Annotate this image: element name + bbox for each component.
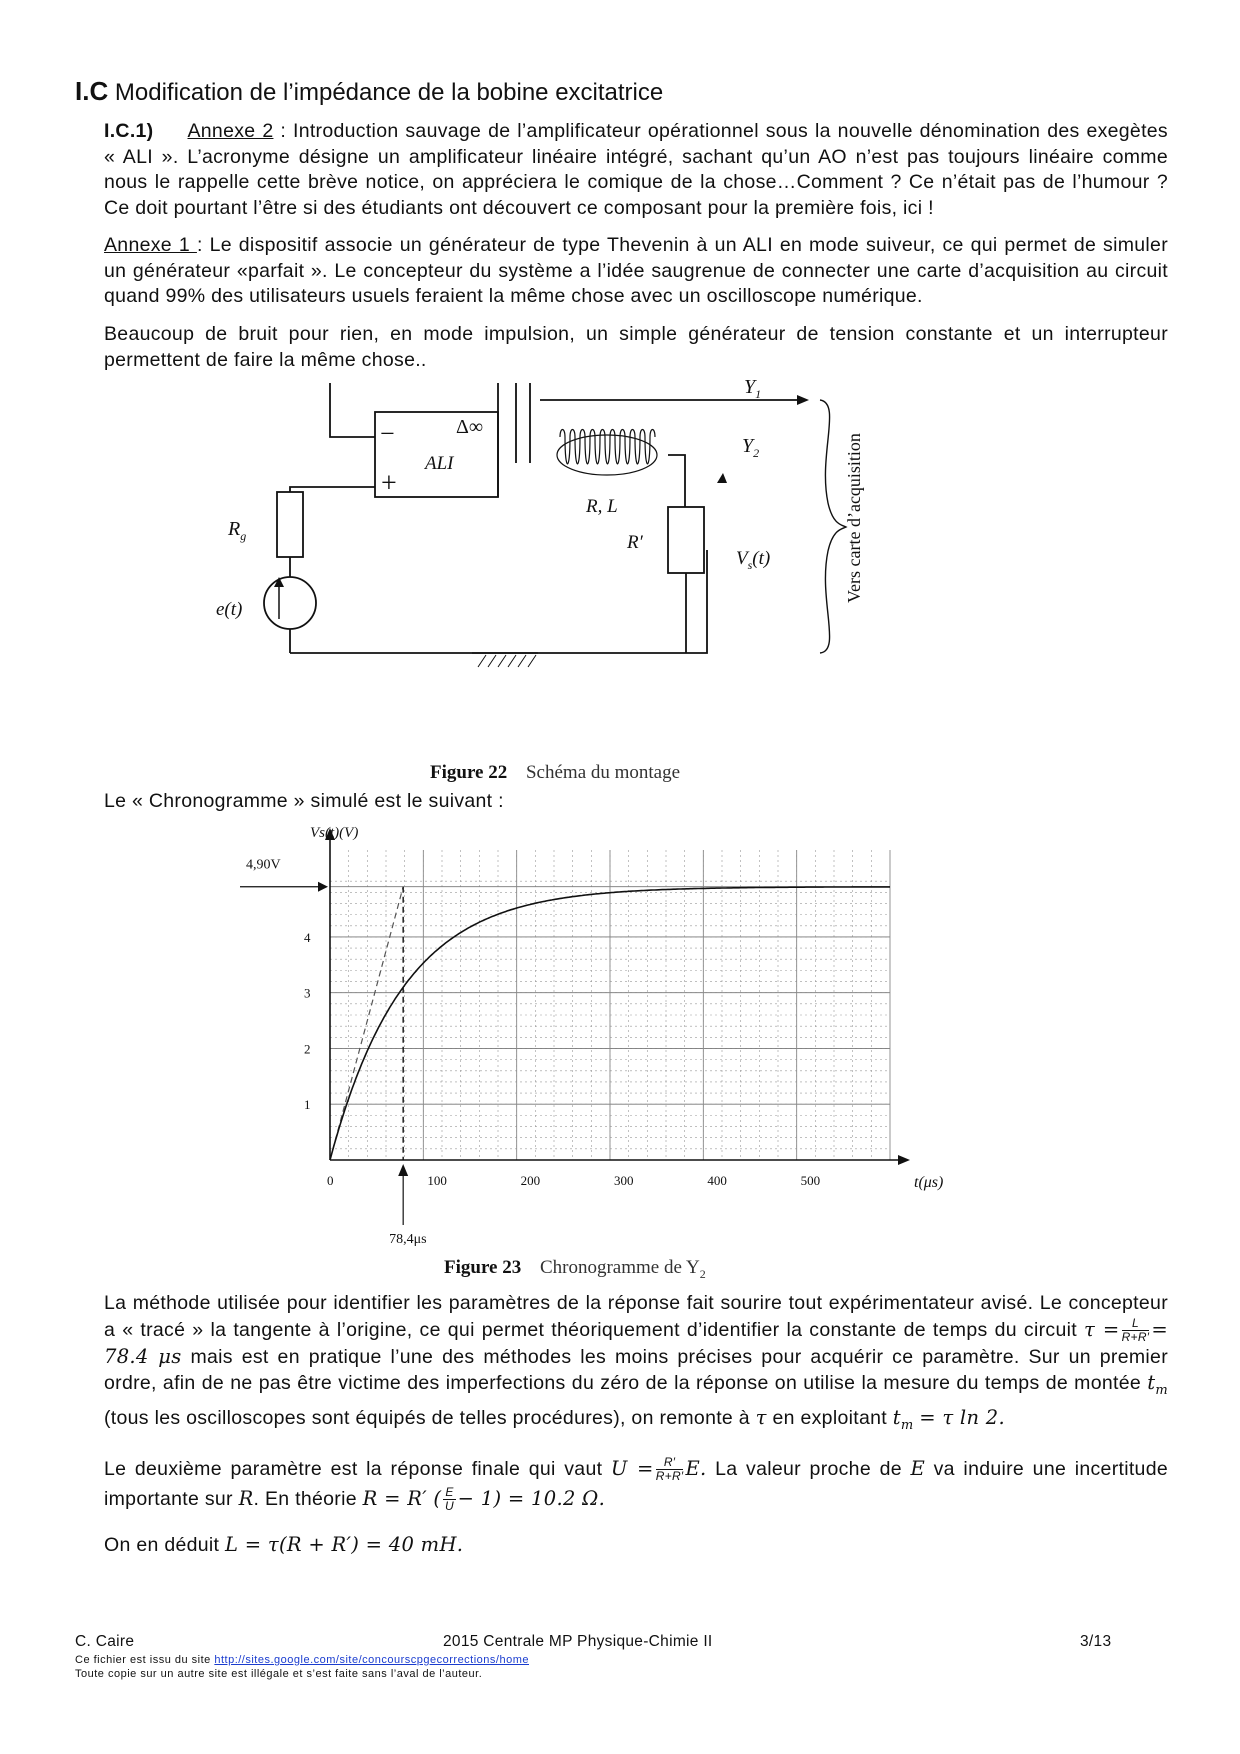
brace — [820, 400, 846, 653]
paragraph-annexe-2 — [104, 119, 1168, 221]
label-plus: + — [381, 468, 397, 499]
voltage-source — [264, 577, 316, 629]
footer-page: 3/13 — [1080, 1633, 1112, 1650]
fraction-e-u: $\frac{E}{U}$ — [445, 1485, 454, 1514]
section-heading: Modification de l’impédance de la bobine excitatrice — [114, 79, 664, 106]
x-tick-label: 200 — [520, 1173, 541, 1188]
tangent-line — [330, 887, 403, 1160]
label-y1: $Y_1$ — [744, 376, 762, 401]
label-rprime: R′ — [627, 532, 643, 553]
footer-legal: Toute copie sur un autre site est illégale et s’est faite sans l’aval de l’auteur. — [75, 1668, 483, 1680]
x-tick-label: 100 — [427, 1173, 447, 1188]
annotation-final-value: 4,90V — [246, 857, 281, 873]
x-axis-label: t(μs) — [914, 1174, 944, 1191]
resistor-rprime — [668, 507, 704, 573]
y-tick-label: 2 — [304, 1041, 311, 1057]
paragraph-text: : Introduction sauvage de l’amplificateur opérationnel sous la nouvelle dénomination des exegètes « ALI ». L’acronyme désigne un amplificateur linéaire intégré, sachant qu’un AO n’est pas toujours linéaire comme nous le rappelle cette brève notice, on appréciera le comique de la chose…Comment ? Ce n’était pas de l’humour ? Ce doit pourtant l’être si des étudiants ont découvert ce composant pour la première fois, ici ! — [104, 120, 1168, 219]
label-delta: Δ∞ — [456, 416, 484, 438]
x-tick-label: 0 — [327, 1173, 334, 1188]
figure-22-title: Schéma du montage — [525, 762, 681, 783]
y-tick-label: 1 — [304, 1097, 311, 1113]
section-number: I.C — [75, 76, 109, 106]
paragraph-annexe-1 — [104, 233, 1168, 310]
fraction-tau: $\frac{L}{R+R'}$ — [1121, 1315, 1150, 1344]
circuit-diagram — [216, 375, 980, 705]
footer-author: C. Caire — [75, 1633, 135, 1650]
section-title — [75, 76, 663, 107]
annexe-1-ref: Annexe 1 — [104, 234, 197, 256]
resistor-rg — [277, 492, 303, 557]
x-tick-label: 400 — [707, 1173, 727, 1188]
label-y2: $Y_2$ — [742, 435, 760, 460]
annexe-2-ref: Annexe 2 — [187, 120, 274, 142]
ground-wire — [290, 550, 707, 653]
x-tick-label: 500 — [800, 1173, 821, 1188]
annotation-arrowhead-tau — [398, 1164, 408, 1176]
label-rl: R, L — [586, 496, 618, 517]
source-link[interactable]: http://sites.google.com/site/concourscpgecorrections/home — [214, 1654, 529, 1666]
annotation-tau: 78,4μs — [389, 1232, 427, 1247]
figure-22-label: Figure 22 — [430, 762, 508, 783]
paragraph-deduction: On en déduit L = τ(R + R′) = 40 mH. — [104, 1533, 464, 1556]
x-axis-arrow — [898, 1155, 910, 1165]
label-vers-carte: Vers carte d’acquisition — [844, 433, 864, 603]
question-label: I.C.1) — [104, 120, 154, 142]
label-vs: $V_s(t)$ — [736, 548, 771, 572]
label-e: e(t) — [216, 599, 243, 620]
x-tick-label: 300 — [614, 1173, 634, 1188]
footer-source: Ce fichier est issu du site http://sites.google.com/site/concourscpgecorrections/home — [75, 1654, 529, 1666]
figure-23-label: Figure 23 — [444, 1257, 522, 1278]
paragraph-bruit: Beaucoup de bruit pour rien, en mode impulsion, un simple générateur de tension constante et un interrupteur permettent de faire la même chose.. — [104, 323, 1168, 371]
paragraph-reponse-finale: Le deuxième paramètre est la réponse finale qui vaut U = $\frac{R'}{R+R'}$ E. La valeur proche de E va induire une incertitude importante sur R. En théorie R = R′ ( $\frac{E}{U}$ − 1) = 10.2 Ω. — [104, 1455, 1168, 1514]
fraction-u: $\frac{R'}{R+R'}$ — [655, 1455, 684, 1484]
figure-23-caption — [444, 1257, 706, 1282]
label-minus: − — [380, 419, 395, 448]
y-axis-label: Vs(t)(V) — [310, 825, 359, 841]
figure-22-caption — [430, 762, 680, 784]
label-rg: $R_g$ — [228, 518, 247, 543]
paragraph-methode: La méthode utilisée pour identifier les paramètres de la réponse fait sourire tout expérimentateur avisé. Le concepteur a « tracé » la tangente à l’origine, ce qui permet théoriquement d’identifier la constante de temps du circuit τ = $\frac{L}{R+R'}$ = 78.4 μs mais est en pratique l’une des méthodes les moins précises pour acquérir ce paramètre. Sur un premier ordre, afin de ne pas être victime des imperfections du zéro de la réponse on utilise la mesure du temps de montée $t_m$ (tous les oscilloscopes sont équipés de telles procédures), on remonte à τ en exploitant $t_m = \tau$ ln 2. — [104, 1292, 1168, 1433]
paragraph-chronogramme-intro: Le « Chronogramme » simulé est le suivant : — [104, 790, 504, 812]
y-tick-label: 4 — [304, 929, 311, 945]
footer-center: 2015 Centrale MP Physique-Chimie II — [443, 1633, 713, 1650]
y-tick-label: 3 — [304, 985, 311, 1001]
capacitor — [516, 383, 530, 463]
annotation-arrowhead-final — [318, 882, 328, 892]
coil-rl — [557, 430, 657, 476]
figure-23-title: Chronogramme de $Y_2$ — [539, 1257, 706, 1281]
chronogramme-chart — [240, 815, 944, 1247]
paragraph-text: : Le dispositif associe un générateur de type Thevenin à un ALI en mode suiveur, ce qui permet de simuler un générateur «parfait ». Le concepteur du système a l’idée saugrenue de connecter une carte d’acquisition au circuit quand 99% des utilisateurs usuels feraient la même chose avec un oscilloscope numérique. — [104, 234, 1168, 307]
label-ali: ALI — [425, 453, 454, 474]
